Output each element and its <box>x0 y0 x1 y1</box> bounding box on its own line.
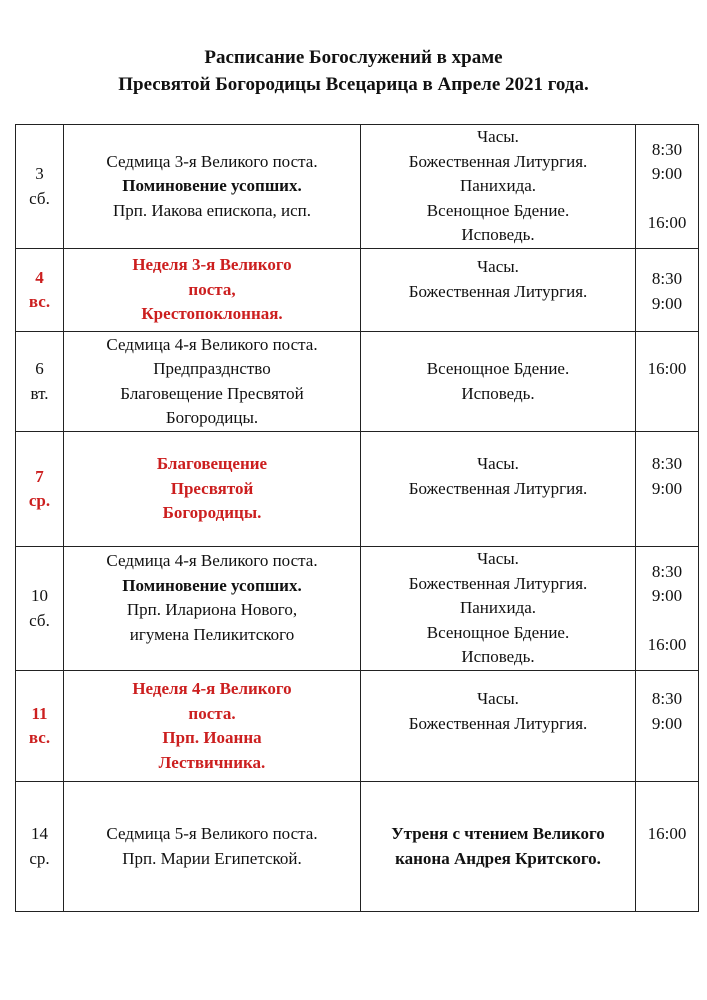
date-cell <box>16 125 64 249</box>
day-number: 3 <box>35 164 44 183</box>
time-value: 9:00 <box>651 586 683 606</box>
day-number: 4 <box>35 267 44 287</box>
description-cell <box>64 547 361 671</box>
description-line: Богородицы. <box>165 408 259 427</box>
description-line: Неделя 4-я Великого <box>132 679 292 698</box>
services-cell <box>361 332 636 432</box>
service-line: Божественная Литургия. <box>408 478 588 498</box>
service-line: Всенощное Бдение. <box>426 200 570 220</box>
service-line: Исповедь. <box>461 383 535 403</box>
services-cell <box>361 547 636 671</box>
description-line: Седмица 5-я Великого поста. <box>106 824 318 843</box>
date-cell <box>16 547 64 671</box>
times-cell <box>636 432 699 547</box>
services-cell <box>361 125 636 249</box>
weekday: вт. <box>30 383 49 403</box>
description-line: Лествичника. <box>158 752 266 772</box>
document-title <box>0 44 707 98</box>
description-cell <box>64 432 361 547</box>
service-line: Всенощное Бдение. <box>426 622 570 642</box>
description-cell <box>64 332 361 432</box>
weekday: вс. <box>28 292 51 311</box>
table-row <box>16 432 699 547</box>
description-line: Предпразднство <box>153 359 271 378</box>
time-value: 9:00 <box>651 164 683 184</box>
table-row <box>16 332 699 432</box>
time-value: 16:00 <box>647 824 687 843</box>
date-cell <box>16 671 64 782</box>
service-line: канона Андрея Критского. <box>395 848 601 868</box>
time-value: 8:30 <box>651 689 683 708</box>
service-line: Часы. <box>477 257 519 276</box>
time-value: 8:30 <box>651 269 683 288</box>
weekday: вс. <box>28 728 51 747</box>
times-cell <box>636 249 699 332</box>
description-line: Благовещение <box>156 454 268 474</box>
description-line: Прп. Иакова епископа, исп. <box>112 200 311 220</box>
description-line: Поминовение усопших. <box>122 176 302 196</box>
description-line: Поминовение усопших. <box>122 575 302 595</box>
date-cell <box>16 249 64 332</box>
service-line: Божественная Литургия. <box>408 151 588 171</box>
time-value: 16:00 <box>647 634 687 654</box>
times-cell <box>636 125 699 249</box>
weekday: сб. <box>29 188 50 208</box>
time-value: 16:00 <box>647 359 687 378</box>
description-line: Богородицы. <box>162 503 262 523</box>
description-cell <box>64 671 361 782</box>
title-line-1: Расписание Богослужений в храме <box>204 47 503 68</box>
service-line: Божественная Литургия. <box>408 573 588 593</box>
times-cell <box>636 782 699 912</box>
times-cell <box>636 671 699 782</box>
description-line: поста, <box>188 279 236 299</box>
description-line: Прп. Иоанна <box>162 728 262 747</box>
services-cell <box>361 432 636 547</box>
service-line: Утреня с чтением Великого <box>391 824 605 843</box>
times-cell <box>636 547 699 671</box>
service-line: Божественная Литургия. <box>408 281 588 301</box>
title-line-2: Пресвятой Богородицы Всецарица в Апреле 2021 года. <box>118 74 589 95</box>
weekday: ср. <box>29 848 50 868</box>
time-value: 8:30 <box>651 139 683 159</box>
description-line: Седмица 3-я Великого поста. <box>106 151 318 171</box>
service-line: Исповедь. <box>461 225 535 245</box>
time-value: 9:00 <box>651 478 683 498</box>
description-line: игумена Пеликитского <box>129 624 295 644</box>
description-line: Благовещение Пресвятой <box>120 383 304 403</box>
service-line: Часы. <box>477 689 519 708</box>
description-line: Прп. Марии Египетской. <box>122 848 302 868</box>
times-cell <box>636 332 699 432</box>
service-line: Панихида. <box>459 598 537 618</box>
table-row <box>16 671 699 782</box>
table-row <box>16 547 699 671</box>
service-line: Часы. <box>477 454 519 473</box>
description-line: Крестопоклонная. <box>141 304 283 324</box>
day-number: 10 <box>31 586 48 605</box>
description-cell <box>64 249 361 332</box>
service-line: Исповедь. <box>461 647 535 667</box>
description-line: поста. <box>188 703 236 723</box>
services-cell <box>361 249 636 332</box>
time-value: 9:00 <box>651 293 683 313</box>
day-number: 6 <box>35 359 44 378</box>
weekday: сб. <box>29 610 50 630</box>
table-row <box>16 782 699 912</box>
description-line: Седмица 4-я Великого поста. <box>106 334 318 354</box>
services-cell <box>361 671 636 782</box>
description-line: Прп. Илариона Нового, <box>126 600 298 619</box>
table-row <box>16 125 699 249</box>
day-number: 7 <box>35 466 44 486</box>
service-line: Часы. <box>477 127 519 147</box>
description-cell <box>64 125 361 249</box>
description-line: Пресвятой <box>170 478 254 498</box>
time-value: 8:30 <box>651 561 683 581</box>
description-line: Седмица 4-я Великого поста. <box>106 551 318 570</box>
time-value: 8:30 <box>651 454 683 473</box>
date-cell <box>16 332 64 432</box>
service-line: Панихида. <box>459 176 537 196</box>
time-value: 9:00 <box>651 713 683 733</box>
service-line: Часы. <box>477 549 519 569</box>
description-cell <box>64 782 361 912</box>
day-number: 14 <box>31 824 48 843</box>
date-cell <box>16 782 64 912</box>
day-number: 11 <box>31 703 48 723</box>
table-row <box>16 249 699 332</box>
weekday: ср. <box>28 491 51 510</box>
time-value: 16:00 <box>647 212 687 232</box>
service-line: Божественная Литургия. <box>408 713 588 733</box>
service-line: Всенощное Бдение. <box>426 359 570 378</box>
description-line: Неделя 3-я Великого <box>132 255 292 275</box>
schedule-table <box>15 124 699 912</box>
services-cell <box>361 782 636 912</box>
date-cell <box>16 432 64 547</box>
